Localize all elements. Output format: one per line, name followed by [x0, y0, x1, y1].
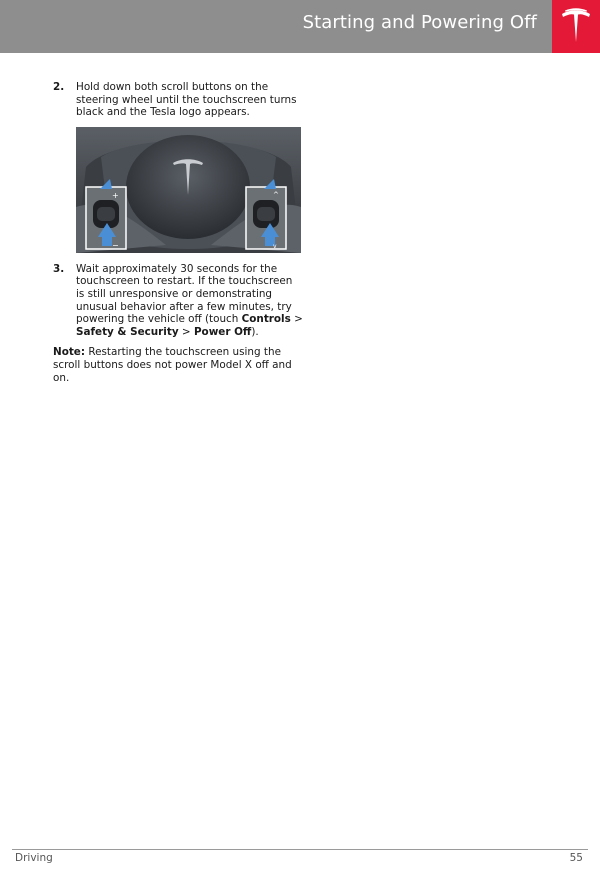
- page-number: 55: [569, 852, 583, 864]
- controls-label: Controls: [241, 313, 291, 326]
- safety-security-label: Safety & Security: [76, 325, 179, 338]
- step-text-part: ).: [251, 325, 259, 338]
- plus-label: +: [112, 190, 119, 200]
- step-text-part: Wait approximately 30 seconds for the touchscreen to restart. If the touchscreen is still unresponsive or demonstrating unusual behavior after a few minutes, try powering the vehicle off (touch: [76, 262, 293, 326]
- tesla-t-icon: [560, 8, 592, 44]
- tesla-logo: [552, 0, 600, 53]
- footer-section: Driving: [15, 852, 53, 864]
- down-label: v: [273, 242, 277, 250]
- note-label: Note:: [53, 346, 86, 359]
- steering-wheel-image: [76, 127, 301, 253]
- separator: >: [290, 313, 303, 326]
- step-2: [53, 81, 303, 119]
- power-off-label: Power Off: [193, 325, 252, 338]
- separator: >: [178, 325, 194, 338]
- minus-label: −: [112, 240, 119, 250]
- step-number: 3.: [53, 262, 65, 275]
- step-3: [53, 263, 303, 339]
- instructions: [53, 81, 303, 395]
- right-scroll-button: [246, 187, 286, 249]
- up-label: ^: [273, 190, 279, 199]
- step-text: Hold down both scroll buttons on the steering wheel until the touchscreen turns black and the Tesla logo appears.: [76, 81, 297, 119]
- step-text: [76, 263, 303, 339]
- page-title: Starting and Powering Off: [302, 12, 537, 33]
- note-text: Restarting the touchscreen using the scroll buttons does not power Model X off and on.: [53, 346, 292, 384]
- steering-wheel-figure: [76, 127, 301, 253]
- step-number: 2.: [53, 81, 65, 93]
- page-header: [0, 0, 600, 53]
- footer-divider: [12, 849, 588, 850]
- note: [53, 346, 303, 384]
- left-scroll-button: [86, 187, 126, 249]
